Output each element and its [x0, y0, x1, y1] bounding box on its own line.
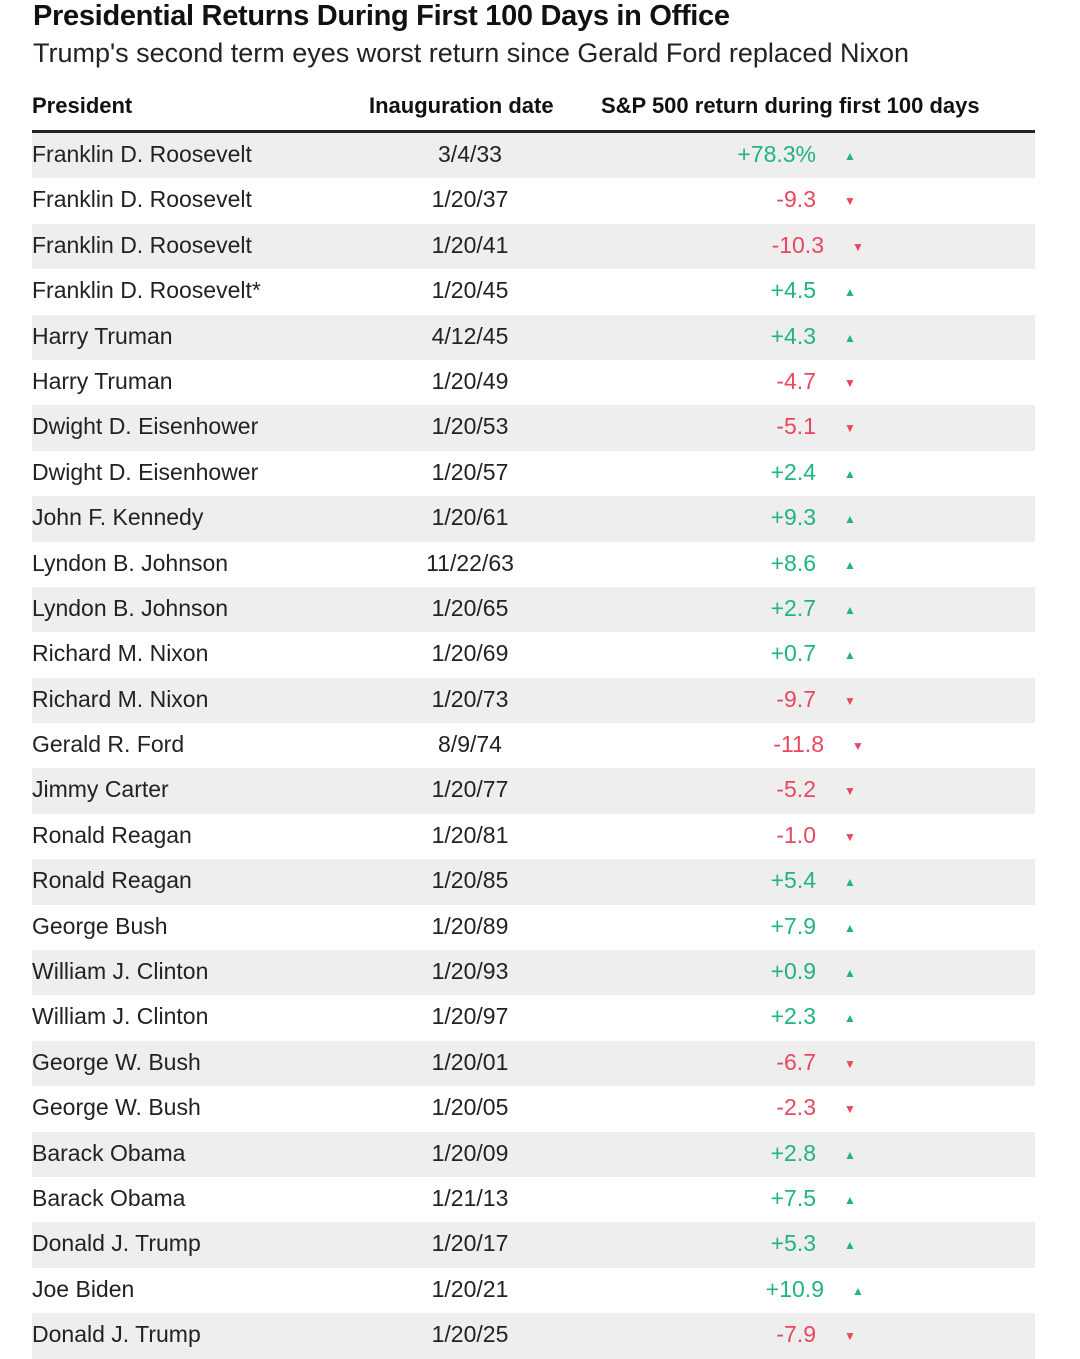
- president-name: Barack Obama: [32, 1184, 186, 1211]
- return-value: -5.1: [776, 413, 816, 440]
- table-row: [32, 1177, 1035, 1222]
- president-name: Dwight D. Eisenhower: [32, 458, 259, 485]
- return-value: -2.3: [776, 1094, 816, 1121]
- president-name: Jimmy Carter: [32, 776, 169, 803]
- down-arrow-icon: ▼: [844, 1056, 856, 1071]
- return-value: -9.3: [776, 186, 816, 213]
- up-arrow-icon: ▲: [844, 149, 856, 163]
- up-arrow-icon: ▲: [844, 285, 856, 300]
- down-arrow-icon: ▼: [844, 693, 856, 708]
- president-name: William J. Clinton: [32, 958, 209, 985]
- return-value: +78.3%: [737, 141, 816, 167]
- inauguration-date: 1/20/45: [431, 277, 509, 304]
- inauguration-date: 1/20/05: [431, 1094, 509, 1121]
- return-value: +7.5: [770, 1184, 816, 1211]
- column-header-president: President: [32, 93, 133, 118]
- inauguration-date: 1/20/21: [431, 1275, 509, 1302]
- president-name: John F. Kennedy: [32, 504, 204, 531]
- inauguration-date: 11/22/63: [426, 549, 514, 576]
- inauguration-date: 1/21/13: [431, 1184, 509, 1211]
- inauguration-date: 1/20/49: [431, 367, 509, 394]
- up-arrow-icon: ▲: [844, 1238, 856, 1253]
- inauguration-date: 1/20/77: [431, 776, 509, 803]
- down-arrow-icon: ▼: [844, 1329, 856, 1344]
- table-row: [32, 587, 1035, 632]
- president-name: Lyndon B. Johnson: [32, 594, 229, 621]
- column-header-sp500-return: S&P 500 return during first 100 days: [601, 93, 980, 118]
- president-name: George W. Bush: [32, 1048, 201, 1075]
- return-value: +7.9: [770, 912, 816, 939]
- table-row: [32, 1222, 1035, 1267]
- table-row: [32, 542, 1035, 587]
- up-arrow-icon: ▲: [844, 648, 856, 663]
- inauguration-date: 1/20/73: [431, 685, 509, 712]
- table-row: [32, 360, 1035, 405]
- inauguration-date: 1/20/17: [431, 1230, 509, 1257]
- down-arrow-icon: ▼: [844, 375, 856, 390]
- inauguration-date: 1/20/97: [431, 1003, 509, 1030]
- president-name: Ronald Reagan: [32, 821, 192, 848]
- table-row: [32, 768, 1035, 813]
- return-value: +5.4: [770, 867, 816, 894]
- table-row: [32, 905, 1035, 950]
- president-name: George Bush: [32, 912, 168, 939]
- table-body: [32, 133, 1035, 1359]
- inauguration-date: 1/20/37: [431, 186, 509, 213]
- president-name: William J. Clinton: [32, 1003, 209, 1030]
- president-name: George W. Bush: [32, 1094, 201, 1121]
- inauguration-date: 8/9/74: [438, 731, 502, 758]
- table-row: [32, 950, 1035, 995]
- return-value: -7.9: [776, 1321, 816, 1348]
- table-row: [32, 315, 1035, 360]
- inauguration-date: 1/20/61: [431, 504, 509, 531]
- return-value: -1.0: [776, 821, 816, 848]
- table-row: [32, 1041, 1035, 1086]
- president-name: Ronald Reagan: [32, 867, 192, 894]
- up-arrow-icon: ▲: [844, 920, 856, 935]
- table-row: [32, 451, 1035, 496]
- up-arrow-icon: ▲: [844, 557, 856, 572]
- return-value: +0.9: [770, 958, 816, 985]
- table-row: [32, 269, 1035, 314]
- inauguration-date: 1/20/93: [431, 958, 509, 985]
- table-row: [32, 224, 1035, 269]
- inauguration-date: 1/20/69: [431, 640, 509, 667]
- return-value: +2.8: [770, 1139, 816, 1166]
- table-row: [32, 1268, 1035, 1313]
- up-arrow-icon: ▲: [844, 330, 856, 345]
- table-row: [32, 1313, 1035, 1358]
- down-arrow-icon: ▼: [844, 1102, 856, 1117]
- up-arrow-icon: ▲: [844, 1147, 856, 1162]
- inauguration-date: 1/20/89: [431, 912, 509, 939]
- inauguration-date: 1/20/25: [431, 1321, 509, 1348]
- president-name: Richard M. Nixon: [32, 685, 209, 712]
- president-name: Lyndon B. Johnson: [32, 549, 229, 576]
- return-value: +9.3: [770, 504, 816, 531]
- president-name: Harry Truman: [32, 367, 173, 394]
- president-name: Harry Truman: [32, 322, 173, 349]
- return-value: -5.2: [776, 776, 816, 803]
- return-value: +10.9: [765, 1275, 824, 1302]
- table-row: [32, 178, 1035, 223]
- president-name: Franklin D. Roosevelt*: [32, 277, 261, 304]
- inauguration-date: 1/20/85: [431, 867, 509, 894]
- table-row: [32, 678, 1035, 723]
- table-row: [32, 133, 1035, 178]
- return-value: +2.4: [770, 458, 816, 485]
- inauguration-date: 1/20/41: [431, 231, 509, 258]
- table-row: [32, 995, 1035, 1040]
- inauguration-date: 1/20/53: [431, 413, 509, 440]
- up-arrow-icon: ▲: [844, 875, 856, 890]
- inauguration-date: 1/20/01: [431, 1048, 509, 1075]
- return-value: +0.7: [770, 640, 816, 667]
- president-name: Joe Biden: [32, 1275, 135, 1302]
- table-row: [32, 632, 1035, 677]
- column-header-inauguration-date: Inauguration date: [369, 93, 554, 118]
- return-value: -10.3: [771, 231, 824, 258]
- return-value: +5.3: [770, 1230, 816, 1257]
- up-arrow-icon: ▲: [844, 1192, 856, 1207]
- table-row: [32, 1132, 1035, 1177]
- table-header: [32, 88, 1035, 133]
- down-arrow-icon: ▼: [844, 829, 856, 844]
- inauguration-date: 1/20/09: [431, 1139, 509, 1166]
- inauguration-date: 1/20/65: [431, 594, 509, 621]
- president-name: Franklin D. Roosevelt: [32, 231, 252, 258]
- up-arrow-icon: ▲: [844, 966, 856, 981]
- up-arrow-icon: ▲: [844, 1011, 856, 1026]
- down-arrow-icon: ▼: [852, 239, 864, 254]
- return-value: -6.7: [776, 1048, 816, 1075]
- return-value: -11.8: [773, 731, 824, 758]
- president-name: Donald J. Trump: [32, 1230, 201, 1257]
- table-row: [32, 496, 1035, 541]
- inauguration-date: 3/4/33: [438, 141, 502, 167]
- table-row: [32, 723, 1035, 768]
- chart-subtitle: Trump's second term eyes worst return since Gerald Ford replaced Nixon: [33, 38, 909, 68]
- down-arrow-icon: ▼: [844, 194, 856, 209]
- return-value: +8.6: [770, 549, 816, 576]
- chart-title: Presidential Returns During First 100 Days in Office: [33, 0, 730, 32]
- return-value: +2.3: [770, 1003, 816, 1030]
- president-name: Dwight D. Eisenhower: [32, 413, 259, 440]
- president-name: Barack Obama: [32, 1139, 186, 1166]
- return-value: +2.7: [770, 594, 816, 621]
- return-value: -9.7: [776, 685, 816, 712]
- up-arrow-icon: ▲: [844, 512, 856, 527]
- up-arrow-icon: ▲: [852, 1283, 864, 1298]
- inauguration-date: 4/12/45: [431, 322, 509, 349]
- president-name: Richard M. Nixon: [32, 640, 209, 667]
- down-arrow-icon: ▼: [852, 739, 864, 754]
- table-row: [32, 814, 1035, 859]
- up-arrow-icon: ▲: [844, 602, 856, 617]
- president-name: Franklin D. Roosevelt: [32, 186, 252, 213]
- inauguration-date: 1/20/81: [431, 821, 509, 848]
- return-value: +4.3: [770, 322, 816, 349]
- president-name: Franklin D. Roosevelt: [32, 141, 252, 167]
- table-row: [32, 859, 1035, 904]
- inauguration-date: 1/20/57: [431, 458, 509, 485]
- down-arrow-icon: ▼: [844, 421, 856, 436]
- return-value: +4.5: [770, 277, 816, 304]
- down-arrow-icon: ▼: [844, 784, 856, 799]
- president-name: Donald J. Trump: [32, 1321, 201, 1348]
- up-arrow-icon: ▲: [844, 466, 856, 481]
- table-row: [32, 405, 1035, 450]
- return-value: -4.7: [776, 367, 816, 394]
- table-row: [32, 1086, 1035, 1131]
- president-name: Gerald R. Ford: [32, 731, 185, 758]
